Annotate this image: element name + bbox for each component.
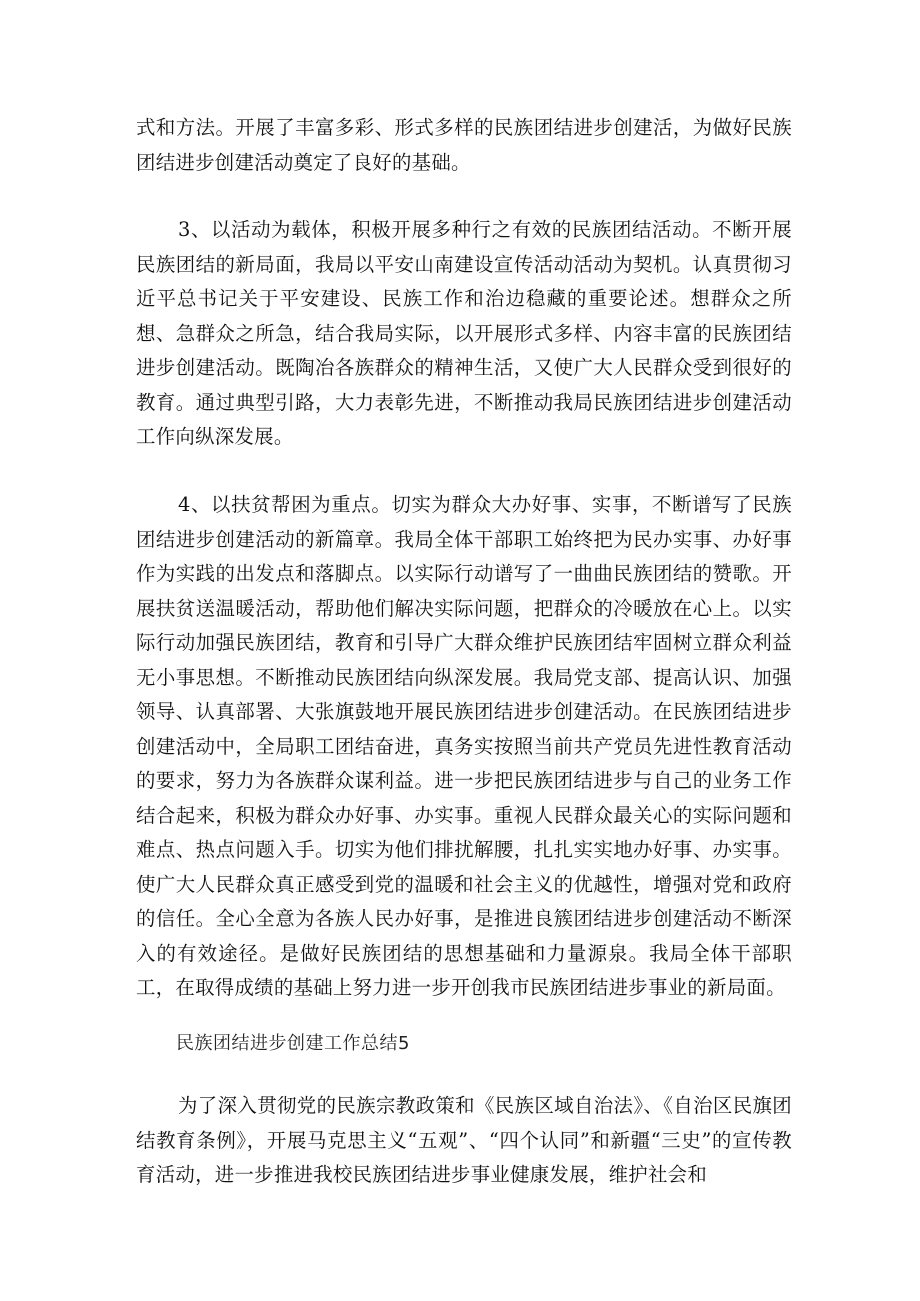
paragraph-methods: 式和方法。开展了丰富多彩、形式多样的民族团结进步创建活，为做好民族团结进步创建活动奠定了良好的基础。 xyxy=(136,116,792,174)
paragraph-closing: 为了深入贯彻党的民族宗教政策和《民族区域自治法》、《自治区民旗团结教育条例》，开展马克思主义“五观”、“四个认同”和新疆“三史”的宣传教育活动，进一步推进我校民族团结进步事业健康发展，维护社会和 xyxy=(136,1094,792,1186)
paragraph-activities: 3、以活动为载体，积极开展多种行之有效的民族团结活动。不断开展民族团结的新局面，我局以平安山南建设宣传活动活动为契机。认真贯彻习近平总书记关于平安建设、民族工作和治边稳藏的重要论述。想群众之所想、急群众之所急，结合我局实际，以开展形式多样、内容丰富的民族团结进步创建活动。既陶冶各族群众的精神生活，又使广大人民群众受到很好的教育。通过典型引路，大力表彰先进，不断推动我局民族团结进步创建活动工作向纵深发展。 xyxy=(136,218,792,448)
section-heading: 民族团结进步创建工作总结5 xyxy=(176,1033,410,1054)
paragraph-poverty-relief: 4、以扶贫帮困为重点。切实为群众大办好事、实事，不断谱写了民族团结进步创建活动的新篇章。我局全体干部职工始终把为民办实事、办好事作为实践的出发点和落脚点。以实际行动谱写了一曲曲民族团结的赞歌。开展扶贫送温暖活动，帮助他们解决实际问题，把群众的冷暖放在心上。以实际行动加强民族团结，教育和引导广大群众维护民族团结牢固树立群众利益无小事思想。不断推动民族团结向纵深发展。我局党支部、提高认识、加强领导、认真部署、大张旗鼓地开展民族团结进步创建活动。在民族团结进步创建活动中，全局职工团结奋进，真务实按照当前共产党员先进性教育活动的要求，努力为各族群众谋利益。进一步把民族团结进步与自己的业务工作结合起来，积极为群众办好事、办实事。重视人民群众最关心的实际问题和难点、热点问题入手。切实为他们排扰解腰，扎扎实实地办好事、办实事。使广大人民群众真正感受到党的温暖和社会主义的优越性，增强对党和政府的信任。全心全意为各族人民办好事，是推进良簇团结进步创建活动不断深入的有效途径。是做好民族团结的思想基础和力量源泉。我局全体干部职工，在取得成绩的基础上努力进一步开创我市民族团结进步事业的新局面。 xyxy=(136,493,792,999)
